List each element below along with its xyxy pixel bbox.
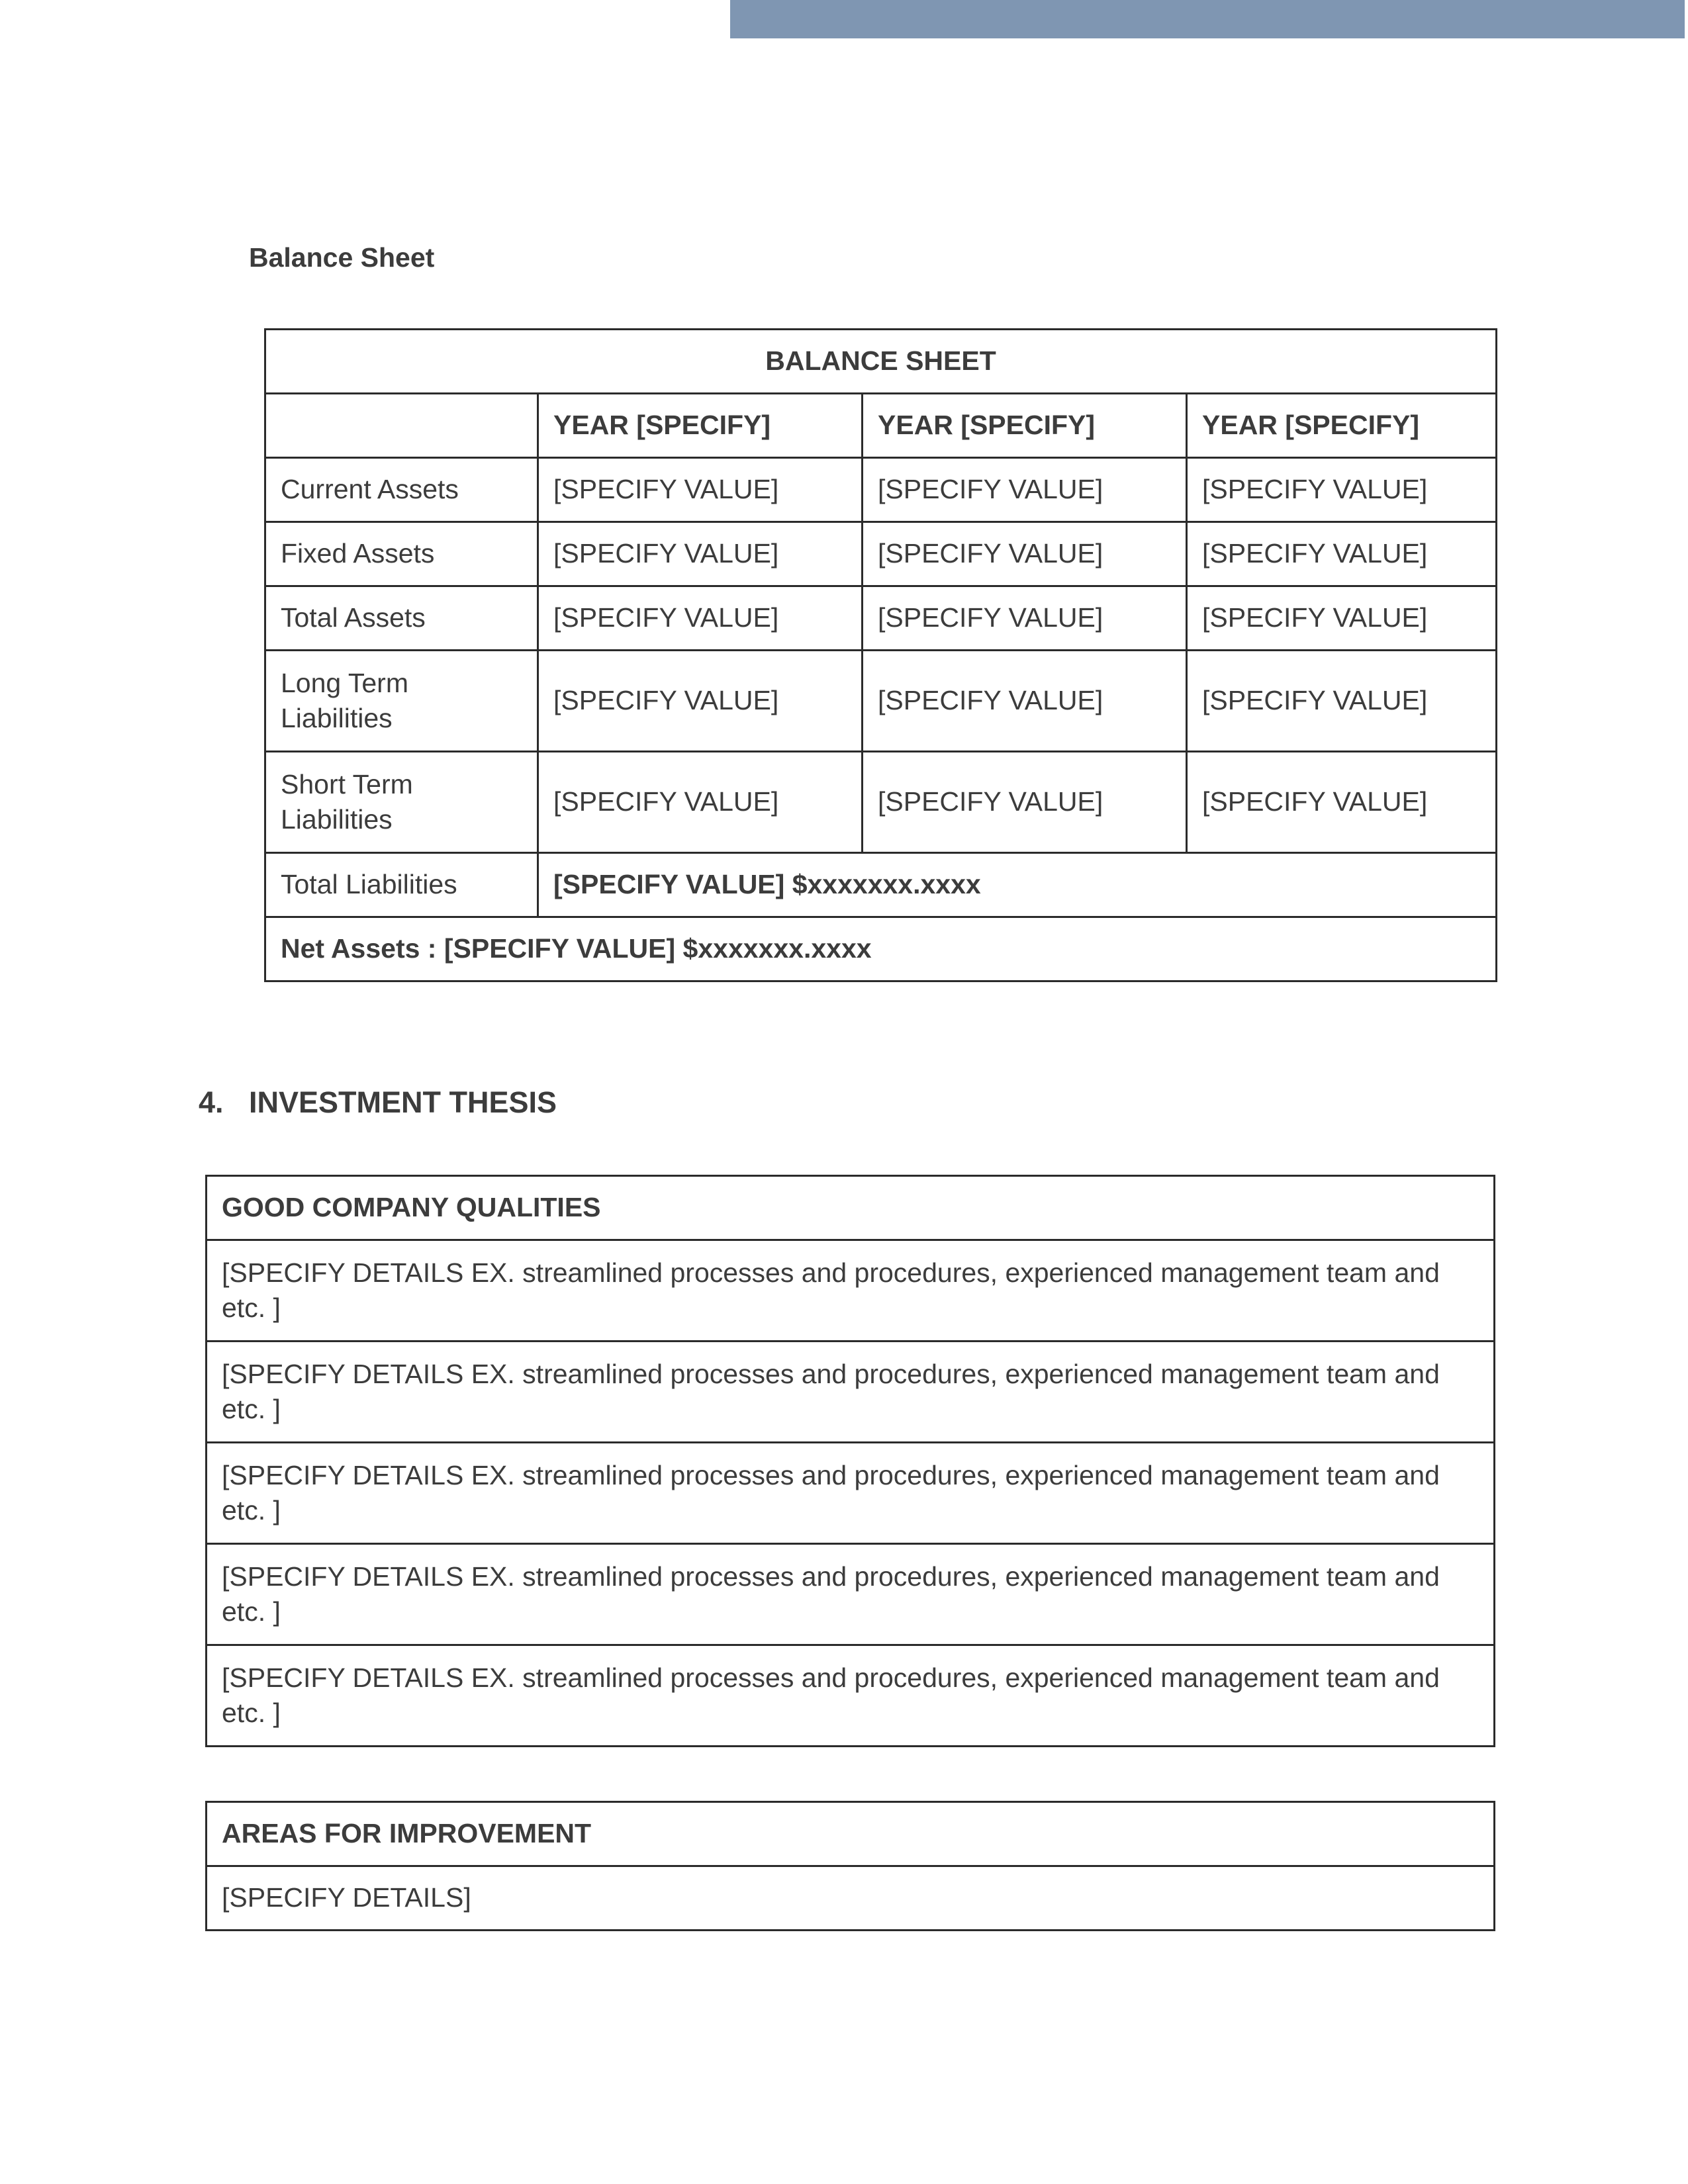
areas-for-improvement-table	[205, 1801, 1495, 1931]
total-liabilities-value: [SPECIFY VALUE] $xxxxxxx.xxxx	[538, 853, 1497, 917]
table-title-row	[265, 330, 1497, 394]
row-label: Total Liabilities	[265, 853, 538, 917]
column-header: YEAR [SPECIFY]	[863, 394, 1187, 458]
table-header-row	[207, 1176, 1495, 1240]
table-row	[207, 1866, 1495, 1931]
balance-sheet-table	[264, 328, 1497, 982]
good-company-qualities-table	[205, 1175, 1495, 1747]
table-row	[207, 1342, 1495, 1443]
table-cell: [SPECIFY VALUE]	[1187, 458, 1497, 522]
table-cell: [SPECIFY VALUE]	[863, 651, 1187, 752]
table-row	[265, 522, 1497, 586]
row-label: Short Term Liabilities	[265, 752, 538, 853]
net-assets-value: Net Assets : [SPECIFY VALUE] $xxxxxxx.xxxx	[265, 917, 1497, 981]
table-cell: [SPECIFY VALUE]	[1187, 651, 1497, 752]
table-row	[265, 586, 1497, 651]
row-label: Current Assets	[265, 458, 538, 522]
table-cell: [SPECIFY VALUE]	[863, 522, 1187, 586]
table-cell: [SPECIFY VALUE]	[538, 752, 863, 853]
table-cell: [SPECIFY DETAILS EX. streamlined processes and procedures, experienced management team and etc. ]	[207, 1443, 1495, 1544]
table-row	[265, 458, 1497, 522]
table-cell: [SPECIFY DETAILS EX. streamlined processes and procedures, experienced management team and etc. ]	[207, 1544, 1495, 1645]
table-header-row	[265, 394, 1497, 458]
column-header: YEAR [SPECIFY]	[1187, 394, 1497, 458]
table-cell: [SPECIFY VALUE]	[863, 458, 1187, 522]
table-cell: [SPECIFY VALUE]	[538, 651, 863, 752]
table-row	[207, 1240, 1495, 1342]
table-cell: [SPECIFY VALUE]	[1187, 752, 1497, 853]
row-label: Total Assets	[265, 586, 538, 651]
table-cell: [SPECIFY DETAILS EX. streamlined processes and procedures, experienced management team and etc. ]	[207, 1240, 1495, 1342]
table-row	[265, 651, 1497, 752]
table-header: GOOD COMPANY QUALITIES	[207, 1176, 1495, 1240]
net-assets-row	[265, 917, 1497, 981]
table-cell: [SPECIFY VALUE]	[863, 752, 1187, 853]
row-label: Long Term Liabilities	[265, 651, 538, 752]
table-cell: [SPECIFY VALUE]	[538, 522, 863, 586]
table-row	[265, 752, 1497, 853]
table-cell: [SPECIFY VALUE]	[538, 458, 863, 522]
header-accent-bar	[730, 0, 1685, 38]
table-row	[207, 1544, 1495, 1645]
table-cell: [SPECIFY VALUE]	[863, 586, 1187, 651]
table-header: AREAS FOR IMPROVEMENT	[207, 1802, 1495, 1866]
table-cell: [SPECIFY VALUE]	[1187, 586, 1497, 651]
table-cell: [SPECIFY VALUE]	[1187, 522, 1497, 586]
heading-title: INVESTMENT THESIS	[249, 1085, 557, 1119]
row-label: Fixed Assets	[265, 522, 538, 586]
column-header	[265, 394, 538, 458]
table-row	[207, 1645, 1495, 1747]
table-cell: [SPECIFY DETAILS]	[207, 1866, 1495, 1931]
column-header: YEAR [SPECIFY]	[538, 394, 863, 458]
table-title: BALANCE SHEET	[265, 330, 1497, 394]
total-liabilities-row	[265, 853, 1497, 917]
section-label: Balance Sheet	[249, 242, 435, 273]
table-cell: [SPECIFY DETAILS EX. streamlined processes and procedures, experienced management team and etc. ]	[207, 1645, 1495, 1747]
heading-number: 4.	[199, 1085, 224, 1119]
table-cell: [SPECIFY DETAILS EX. streamlined processes and procedures, experienced management team and etc. ]	[207, 1342, 1495, 1443]
table-header-row	[207, 1802, 1495, 1866]
table-cell: [SPECIFY VALUE]	[538, 586, 863, 651]
table-row	[207, 1443, 1495, 1544]
